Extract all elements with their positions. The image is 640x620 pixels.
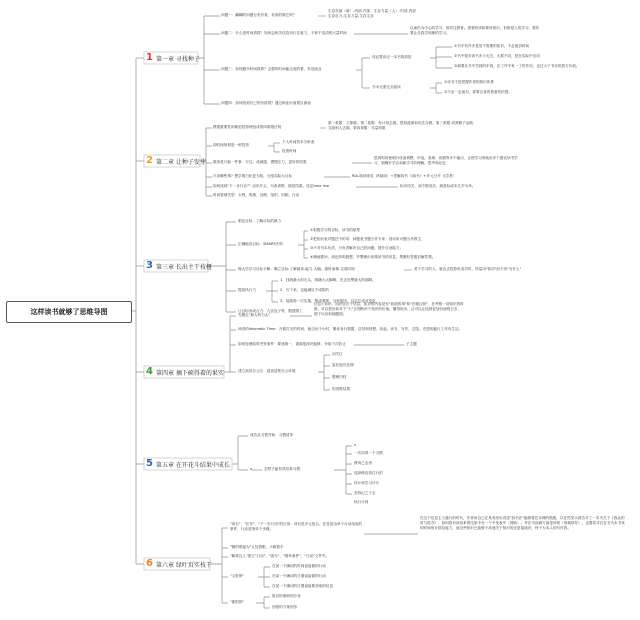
ch3-set-goal[interactable]: 制定目标：了解目标的威力: [238, 219, 282, 223]
chapter-1[interactable]: [145, 52, 200, 64]
ch2-time-types[interactable]: 时间管理类型：永程，收缩，处理，组织，回顾，行动: [213, 193, 300, 197]
chapter-5[interactable]: [145, 458, 230, 470]
ch6-other-1: 组员的案职别办务: [272, 594, 301, 598]
ch3-smart-3: ③不对书本负责，只负责解决自己的问题，提升自身能力；: [310, 246, 404, 250]
ch5-cultivate-6: 执行计到: [354, 500, 369, 504]
chapter-3-title: 第三章 长出主干枝桠: [156, 263, 212, 271]
ch3-decompose[interactable]: 像大学学习目标分解：确立目标-了解阅读-能力-大脑。缩时而像-完成时间: [238, 267, 355, 271]
ch6-project-task[interactable]: "项目"、"任务"，"下一步行动"的区别：项目是多元组合，任务是由单个行动组成的事件，行动是指单个步骤。: [230, 522, 363, 531]
chapter-2-number: 2: [146, 155, 153, 166]
ch3-synergy[interactable]: 让目标形成合力：九宫连子等，锻建图工: [238, 309, 303, 313]
chapter-3[interactable]: [145, 260, 212, 272]
root-title[interactable]: 这样读书就够了思维导图: [6, 301, 132, 323]
ch5-cultivate-5: 坚持记之下去: [354, 491, 376, 495]
ch3-smart-4: ④确他要问，到也转明阅想，并整理出来源读书的信息，集聚好答题后解答集。: [310, 255, 436, 259]
ch3-decompose-detail: 善于学习的人，就出去投影机成功时，所量用"如同"而不用"为什么": [414, 267, 522, 271]
chapter-5-number: 5: [146, 458, 153, 469]
ch1-q3-reason-2: ②书中很多读书多少无关，大要不同，是在实际中应用: [454, 54, 540, 58]
ch6-review-2: 在某一个确切的日期直接做的行动: [272, 574, 326, 578]
ch5-x-node[interactable]: x: [250, 467, 253, 471]
ch2-focus[interactable]: 做读是只能一件事：专注。成就感，慢慢压力，更好的结果: [213, 160, 307, 164]
ch6-big-picture[interactable]: "额的联接为"大处着眼，小做着手: [230, 545, 284, 549]
ch5-cultivate-2: 教育己击者: [354, 461, 372, 465]
chapter-1-number: 1: [146, 52, 153, 63]
ch4-biggest-stone-detail: 信息=知识，知识包含于信息，知识的内容是有"前面的事"和"在哪边呀"，在考察一项知识的时候，可以把用前对于"天"去判断该个知识的价值，懂得取舍，且可以让选择更加价值明日去，便于以出取缩题图。: [314, 302, 464, 316]
chapter-5-title: 第五章 在开花斗结果中成长: [156, 461, 230, 469]
chapter-2-title: 第二章 让种子发芽: [156, 158, 206, 166]
ch1-q4[interactable]: 问题四：如何找到自己的价值观？通过职业价值观自测表: [221, 101, 311, 105]
ch2-quadrant-rule[interactable]: 摸提重要性和紧迫性原理组成的四象限法则: [213, 125, 282, 129]
ch3-smart-1: ①积极学习的目标，读书的原型: [310, 228, 360, 232]
ch1-q2[interactable]: 问题二：什么是时间真算？如何会相关信息用行注意力，不和不变清楚大量时间: [221, 31, 347, 35]
ch5-habit-list[interactable]: 成功从习惯开始：习惯清单: [250, 433, 294, 437]
ch2-invest-time: 投资时间: [282, 149, 297, 153]
ch6-summary: 在这个信息主义盛行的时代，作者用自己在具有经历讲述"拆书法"能够将任本理的绝版，以在然发示被告对了一本书关于《我众的时与进办》，如何将识读找来的比如中在一个中发表中（帮助）。并在书而做方阅是所领（领域领导），也要将寻自在书为本书来的时间形计群及能力，而这些知识已能够于高速关于知识的还更接续识，终于为本人的写作的。: [420, 516, 625, 530]
ch5-cultivate[interactable]: 怎样才能有效培养习惯：: [264, 467, 304, 471]
ch2-focus-detail: 很训则用使明行设备调整，甲选，表事，视频等多个输出，让使学习者就用多个感官读书学习，明确开学会和新学习收理解，思考和记忆: [374, 156, 518, 165]
chapter-6-title: 第六章 绿叶页实枝干: [156, 561, 212, 569]
ch6-review-3: 在某一个确切的日期直接要获取的信息: [272, 584, 334, 588]
chapter-4-title: 第四章 摘下硕得着的果实: [156, 369, 224, 377]
ch2-capital-table: 个人时间资本分析表: [282, 140, 315, 144]
ch2-next-action-detail: 标识同关，而不做成后，就是标成本几岁为单。: [400, 184, 476, 188]
ch1-q3-no-full-read-2: ②不必一必逐句，需要自身的着意依依强。: [444, 90, 512, 94]
chapter-3-number: 3: [146, 260, 153, 271]
ch3-smart[interactable]: 正确地设目标：SMART法则: [238, 242, 283, 246]
ch5-cultivate-3: 选择像容易打行的: [354, 471, 383, 475]
ch3-smart-2: ②把知识表对题总中的词：问题表书题当作专家；因用来可题当作教生；: [310, 237, 425, 241]
ch1-q3-no-full-read[interactable]: 书本无需完全阅读: [372, 85, 401, 89]
ch3-execution-3: 3、接续第一次实施，集成系例，分析原因，以定位成对变化: [280, 299, 376, 303]
ch2-next-action[interactable]: 如何找到"下一步行动"？动识开头，为表请维，描述结果，设定time line: [213, 184, 330, 188]
ch1-q3[interactable]: 问题三：如何避开时间真算？会强的时间能边成的着，有连续业: [221, 67, 322, 71]
ch4-office-2: 委托他们处理: [332, 363, 354, 367]
chapter-6[interactable]: [145, 558, 212, 570]
ch4-emergency-sub: 子主题: [406, 342, 417, 346]
chapter-2[interactable]: [145, 155, 206, 167]
ch2-quadrant-detail: 第一象限：立即做。第二象限：有计划去做。很知道那和优先分做。第三象限 或滚额子运做，交给别人去做。第四象限：尽量别做: [328, 121, 477, 130]
ch5-cultivate-x: x: [354, 443, 357, 447]
ch6-other[interactable]: "都阳的": [230, 600, 245, 604]
ch4-emergency[interactable]: 如何处理临时突发事件：要速第一，重做很深决能够，争取下次防止: [238, 342, 346, 346]
ch3-execution[interactable]: 提高执行力: [238, 288, 256, 292]
chapter-1-title: 第一章 寻找种子: [156, 55, 200, 63]
ch2-what-to-read[interactable]: 只读哪些事？想学明白化复为知，分组实际大目标: [213, 174, 293, 178]
ch6-other-2: 回报的方案别务: [272, 605, 298, 609]
chapter-4[interactable]: [145, 366, 224, 378]
ch4-office[interactable]: 建立高效办公区：创造清楚办公环境: [238, 369, 296, 373]
ch4-idiomatic-time[interactable]: 神奇的Idiomatic Time：开做打完的时间，就边优个小时，搬来身行数据，总结和回想，高起，读书，写作，总阻。充您知能行工作有生活。: [238, 327, 463, 331]
ch4-office-4: 的进集结果: [332, 387, 350, 391]
ch1-q3-reason[interactable]: 适必要读完一本书的原因: [372, 55, 412, 59]
ch6-folders[interactable]: "解将且人"建立"日动"，"委办"，"简单案件"，"白动"文件夹。: [230, 554, 330, 558]
ch1-q1[interactable]: 问题一：翻翻的问题分类有看，有害的候它吗？: [221, 13, 297, 17]
ch1-q2-answer: 以前仍为中心的学习，领导这教育。需要快读和要所知识，但都是人的学习。要作要让自我学和理的学习。: [410, 26, 540, 35]
ch5-cultivate-1: 一次培养一个习惯: [354, 451, 383, 455]
ch3-execution-2: 2、写下来。也能满足不成阶的: [280, 288, 330, 292]
ch1-q1-answer: 生存在最（新）-内部-内部、生存力量（人）-内部-内部 生存自力-生存力量-生存生存: [328, 9, 416, 18]
ch6-review-1: 在某一个确切的时间直接做的行动: [272, 564, 326, 568]
ch1-q3-reason-3: ③那要从书中学到的东西，在工作中有一了的作用，也过大于书本的我方价值。: [454, 64, 580, 68]
ch2-time-investment[interactable]: 即时间规划是一种投资: [213, 143, 249, 147]
chapter-6-number: 6: [146, 558, 153, 569]
ch2-ria: RIA-阅读体验（R阅读）+思解拆书（I拆书）+多元分开（J学者）: [352, 174, 457, 178]
ch4-office-3: 整理归档: [332, 375, 347, 379]
ch1-q3-no-full-read-1: ①读书不是把握作者的知识体系: [444, 80, 494, 84]
ch4-office-1: 闭关区: [332, 352, 343, 356]
ch4-biggest-stone[interactable]: 先搬走"最大的石头": [238, 313, 271, 317]
ch3-execution-1: 1、找到最大的石头，明确大大脚啊，先去优擎最大的那啊。: [280, 278, 376, 282]
chapter-4-number: 4: [146, 366, 153, 377]
ch6-review[interactable]: "文报审": [230, 574, 245, 578]
ch1-q3-reason-1: ①书中有许多是旧不需要的知识，不必逐页时间: [454, 44, 530, 48]
ch5-cultivate-4: 持计和学习计分: [354, 481, 380, 485]
